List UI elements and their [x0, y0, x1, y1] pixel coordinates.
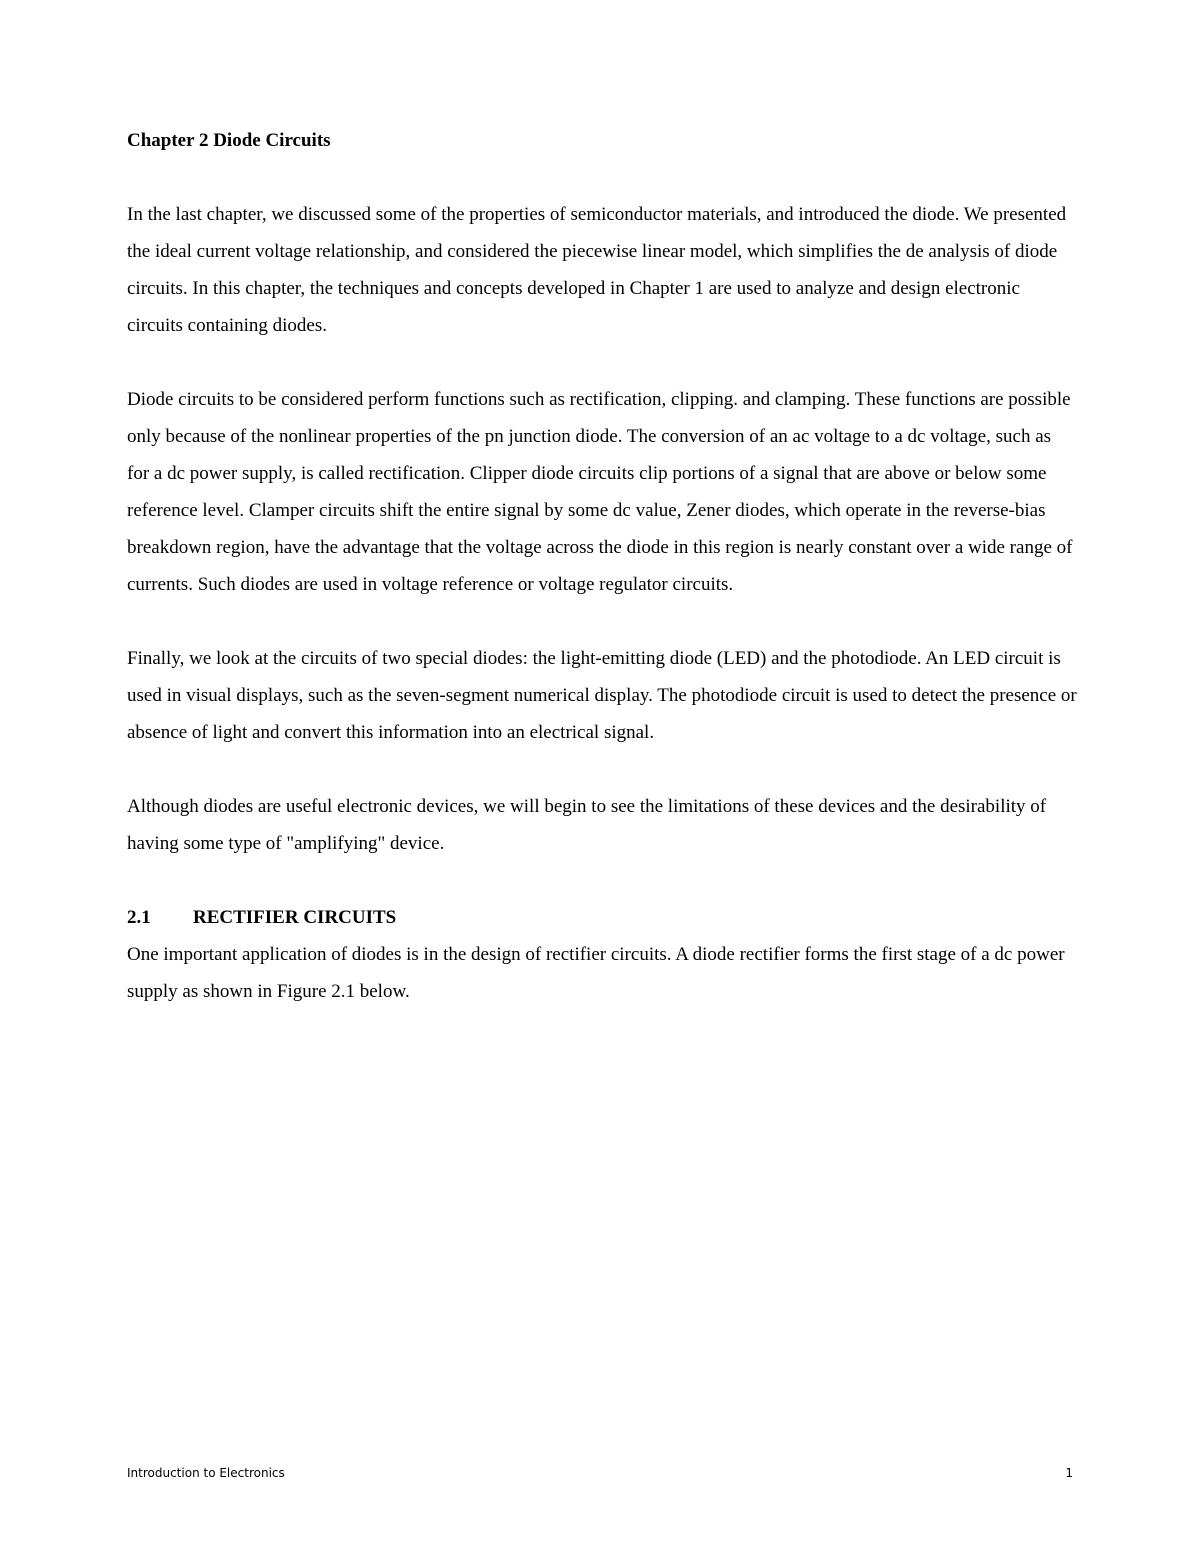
section-paragraph: One important application of diodes is in the design of rectifier circuits. A diode rectifier forms the first stage of a dc power supply as shown in Figure 2.1 below. — [127, 944, 1065, 1002]
spacer — [127, 751, 1077, 788]
spacer — [127, 344, 1077, 381]
spacer — [127, 603, 1077, 640]
section-heading — [127, 899, 1077, 936]
spacer — [127, 862, 1077, 899]
functions-paragraph: Diode circuits to be considered perform functions such as rectification, clipping. and clamping. These functions are possible only because of the nonlinear properties of the pn junction diode. The conversion of an ac voltage to a dc voltage, such as for a dc power supply, is called rectification. Clipper diode circuits clip portions of a signal that are above or below some reference level. Clamper circuits shift the entire signal by some dc value, Zener diodes, which operate in the reverse-bias breakdown region, have the advantage that the voltage across the diode in this region is nearly constant over a wide range of currents. Such diodes are used in voltage reference or voltage regulator circuits. — [127, 389, 1073, 595]
page-footer — [127, 1464, 1073, 1482]
page-content — [127, 124, 1077, 1010]
footer-title: Introduction to Electronics — [127, 1466, 285, 1480]
chapter-title: Chapter 2 Diode Circuits — [127, 130, 331, 151]
spacer — [127, 158, 1077, 196]
special-diodes-paragraph: Finally, we look at the circuits of two special diodes: the light-emitting diode (LED) and the photodiode. An LED circuit is used in visual displays, such as the seven-segment numerical display. The photodiode circuit is used to detect the presence or absence of light and convert this information into an electrical signal. — [127, 648, 1077, 743]
section-title: RECTIFIER CIRCUITS — [193, 907, 397, 928]
page-number: 1 — [1065, 1466, 1073, 1480]
section-number: 2.1 — [127, 907, 151, 928]
limitations-paragraph: Although diodes are useful electronic devices, we will begin to see the limitations of these devices and the desirability of having some type of "amplifying" device. — [127, 796, 1047, 854]
intro-paragraph: In the last chapter, we discussed some of the properties of semiconductor materials, and introduced the diode. We presented the ideal current voltage relationship, and considered the piecewise linear model, which simplifies the de analysis of diode circuits. In this chapter, the techniques and concepts developed in Chapter 1 are used to analyze and design electronic circuits containing diodes. — [127, 204, 1067, 336]
